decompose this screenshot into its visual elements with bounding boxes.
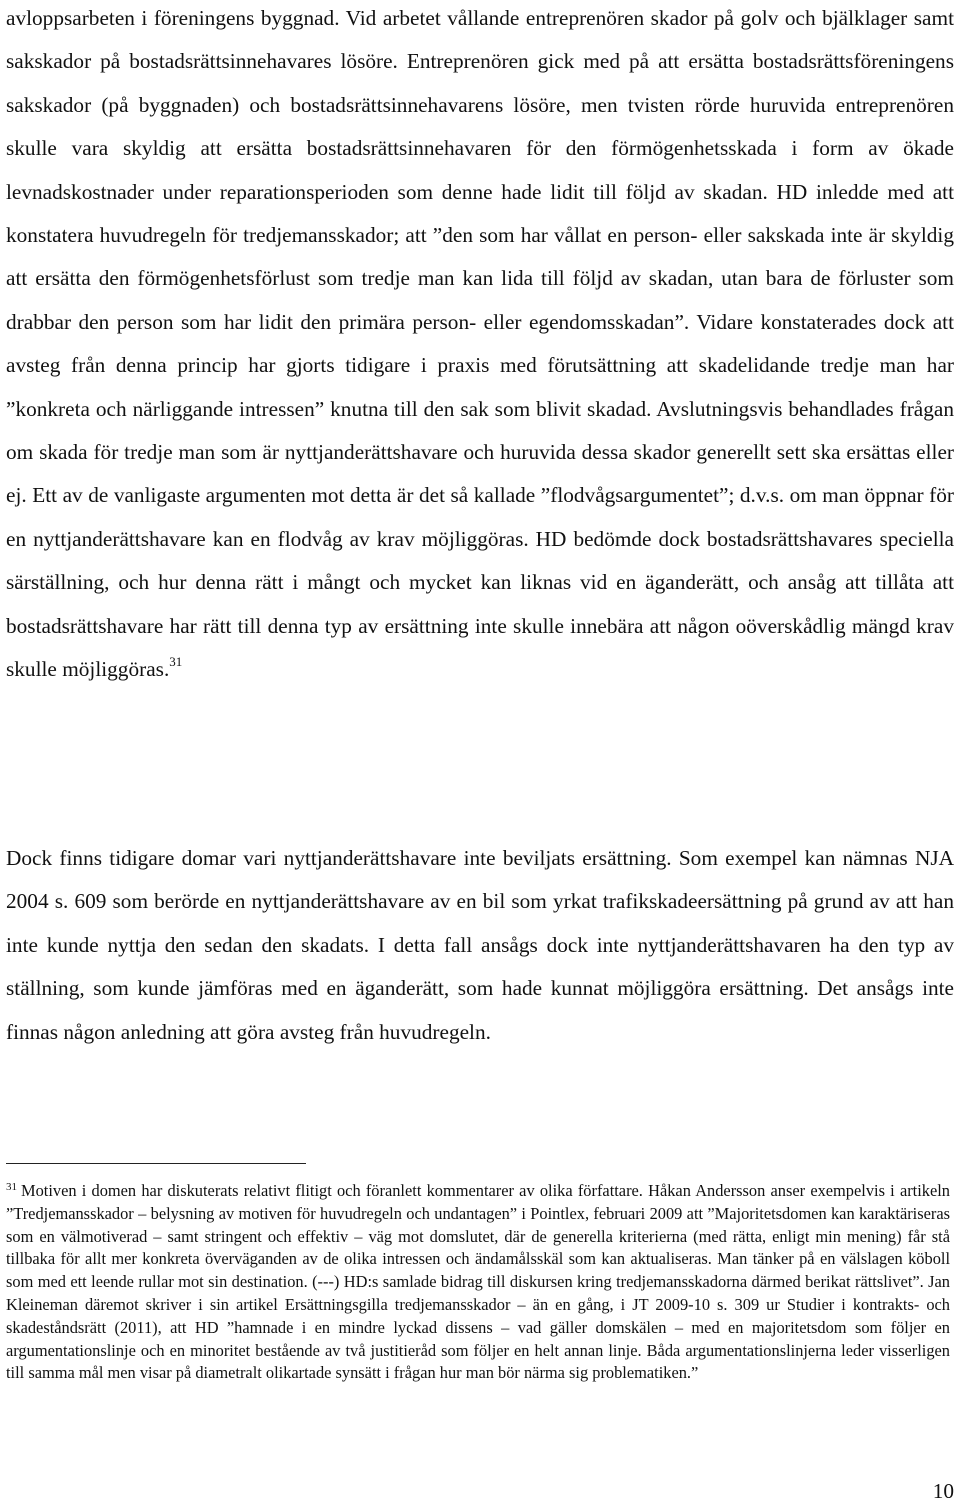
body-paragraph xyxy=(6,0,954,692)
footnote xyxy=(6,1180,950,1385)
footnote-separator xyxy=(6,1163,306,1164)
page-number: 10 xyxy=(932,1479,954,1503)
body-paragraph xyxy=(6,837,954,1054)
footnote-reference: 31 xyxy=(169,654,183,669)
paragraph-text: Dock finns tidigare domar vari nyttjanderättshavare inte beviljats ersättning. Som exempel kan nämnas NJA 2004 s. 609 som berörde en nyttjanderättshavare av en bil som yrkat trafikskadeersättning på grund av att han inte kunde nyttja den sedan den skadats. I detta fall ansågs dock inte nyttjanderättshavaren ha den typ av ställning, som kunde jämföras med en äganderätt, som hade kunnat möjliggöra ersättning. Det ansågs inte finnas någon anledning att göra avsteg från huvudregeln. xyxy=(6,846,954,1044)
footnote-number: 31 xyxy=(6,1180,17,1193)
footnote-text: Motiven i domen har diskuterats relativt flitigt och föranlett kommentarer av olika författare. Håkan Andersson anser exempelvis i artikeln ”Tredjemansskador – belysning av motiven för huvudregeln och undantagen” i Pointlex, februari 2009 att ”Majoritetsdomen kan karaktäriseras som en välmotiverad – samt stringent och effektiv – väg mot domslutet, där de generella kriterierna (med rätta, enligt min mening) får stå tillbaka för allt mer konkreta överväganden av de olika intressen och ändamålsskäl som kan aktualiseras. Man tänker på en välslagen köboll som med ett leende rullar mot sin destination. (---) HD:s samlade bidrag till diskursen kring tredjemansskadorna därmed berikat rättslivet”. Jan Kleineman däremot skriver i sin artikel Ersättningsgilla tredjemansskador – än en gång, i JT 2009-10 s. 309 ur Studier i kontrakts- och skadeståndsrätt (2011), att HD ”hamnade i en mindre lyckad dissens – vad gäller domskälen – med en majoritetsdom som följer en argumentationslinje och en minoritet bestående av två justitieråd som följer en helt annan linje. Båda argumentationslinjerna leder visserligen till samma mål men visar på diametralt olikartade synsätt i frågan hur man bör närma sig problematiken.” xyxy=(6,1181,950,1383)
paragraph-text: avloppsarbeten i föreningens byggnad. Vid arbetet vållande entreprenören skador på golv och bjälklager samt sakskador på bostadsrättsinnehavares lösöre. Entreprenören gick med på att ersätta bostadsrättsföreningens sakskador (på byggnaden) och bostadsrättsinnehavarens lösöre, men tvisten rörde huruvida entreprenören skulle vara skyldig att ersätta bostadsrättsinnehavaren för den förmögenhetsskada i form av ökade levnadskostnader under reparationsperioden som denne hade lidit till följd av skadan. HD inledde med att konstatera huvudregeln för tredjemansskador; att ”den som har vållat en person- eller sakskada inte är skyldig att ersätta den förmögenhetsförlust som tredje man kan lida till följd av skadan, utan bara de förluster som drabbar den person som har lidit den primära person- eller egendomsskadan”. Vidare konstaterades dock att avsteg från denna princip har gjorts tidigare i praxis med förutsättning att skadelidande tredje man har ”konkreta och närliggande intressen” knutna till den sak som blivit skadad. Avslutningsvis behandlades frågan om skada för tredje man som är nyttjanderättshavare och huruvida dessa skador generellt sett ska ersättas eller ej. Ett av de vanligaste argumenten mot detta är det så kallade ”flodvågsargumentet”; d.v.s. om man öppnar för en nyttjanderättshavare kan en flodvåg av krav möjliggöras. HD bedömde dock bostadsrättshavares speciella särställning, och hur denna rätt i mångt och mycket kan liknas vid en äganderätt, och ansåg att tillåta att bostadsrättshavare har rätt till denna typ av ersättning inte skulle innebära att någon oöverskådlig mängd krav skulle möjliggöras. xyxy=(6,6,954,682)
